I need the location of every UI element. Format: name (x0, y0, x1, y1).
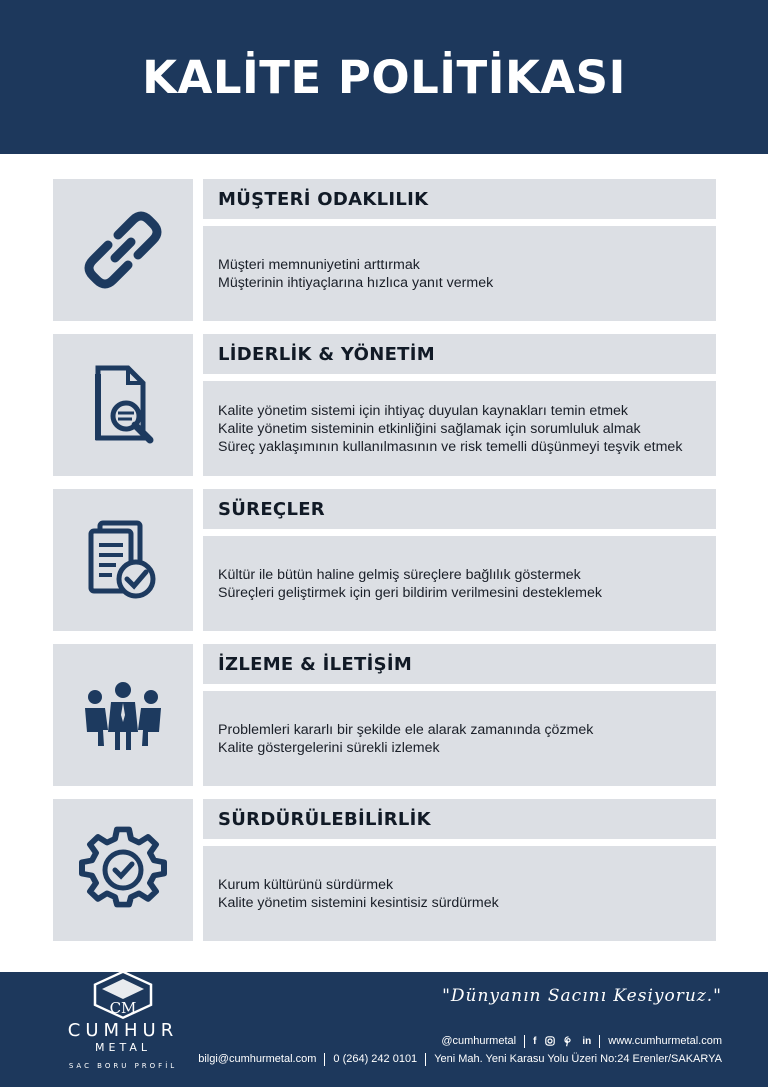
section-line: Müşteri memnuniyetini arttırmak (218, 256, 420, 273)
logo-tagline: SAC BORU PROFİL (68, 1062, 178, 1070)
section-title-bar (203, 644, 716, 684)
company-slogan: "Dünyanın Sacını Kesiyoruz." (442, 986, 722, 1006)
section-body (203, 226, 716, 321)
section-line: Süreç yaklaşımının kullanılmasının ve risk temelli düşünmeyi teşvik etmek (218, 438, 683, 455)
logo-name: CUMHUR (67, 1020, 179, 1041)
logo-monogram: CM (109, 999, 137, 1017)
address: Yeni Mah. Yeni Karasu Yolu Üzeri No:24 Erenler/SAKARYA (434, 1053, 722, 1065)
page-title: KALİTE POLİTİKASI (142, 50, 626, 104)
section-surdurulebilirlik (53, 799, 716, 941)
section-liderlik-yonetim (53, 334, 716, 476)
section-line: Kalite yönetim sistemini kesintisiz sürdürmek (218, 894, 499, 911)
contact-row-social (441, 1033, 722, 1049)
section-line: Kalite yönetim sistemi için ihtiyaç duyulan kaynakları temin etmek (218, 402, 629, 419)
section-icon-panel (53, 644, 193, 786)
document-search-icon (78, 360, 168, 450)
divider (524, 1035, 525, 1048)
section-line: Problemleri kararlı bir şekilde ele alarak zamanında çözmek (218, 721, 594, 738)
page-footer (0, 972, 768, 1087)
logo-emblem-icon (56, 969, 190, 1019)
social-handle[interactable]: @cumhurmetal (441, 1035, 517, 1047)
section-title-bar (203, 489, 716, 529)
facebook-icon[interactable]: f (533, 1035, 537, 1047)
divider (599, 1035, 600, 1048)
section-musteri-odaklilik (53, 179, 716, 321)
phone-number[interactable]: 0 (264) 242 0101 (333, 1053, 418, 1065)
email-link[interactable]: bilgi@cumhurmetal.com (198, 1053, 317, 1065)
section-icon-panel (53, 179, 193, 321)
section-title: İZLEME & İLETİŞİM (218, 653, 413, 675)
link-chain-icon (78, 205, 168, 295)
pinterest-icon[interactable] (564, 1036, 573, 1047)
section-icon-panel (53, 489, 193, 631)
section-title-bar (203, 179, 716, 219)
section-body (203, 846, 716, 941)
section-izleme-iletisim (53, 644, 716, 786)
section-line: Kültür ile bütün haline gelmiş süreçlere bağlılık göstermek (218, 566, 581, 583)
section-surecler (53, 489, 716, 631)
page-header (0, 0, 768, 154)
meeting-people-icon (78, 670, 168, 760)
section-line: Müşterinin ihtiyaçlarına hızlıca yanıt vermek (218, 274, 494, 291)
section-body (203, 536, 716, 631)
linkedin-icon[interactable]: in (582, 1035, 592, 1047)
section-title: SÜRDÜRÜLEBİLİRLİK (218, 808, 431, 830)
section-body (203, 691, 716, 786)
divider (425, 1053, 426, 1066)
divider (324, 1053, 325, 1066)
section-line: Kalite yönetim sisteminin etkinliğini sağlamak için sorumluluk almak (218, 420, 641, 437)
section-icon-panel (53, 334, 193, 476)
company-logo (56, 972, 196, 1087)
website-link[interactable]: www.cumhurmetal.com (608, 1035, 722, 1047)
section-title-bar (203, 799, 716, 839)
gear-checkmark-icon (78, 825, 168, 915)
logo-sub: METAL (95, 1041, 151, 1054)
document-checkmark-icon (78, 515, 168, 605)
social-icons (533, 1036, 591, 1047)
section-line: Kalite göstergelerini sürekli izlemek (218, 739, 440, 756)
section-line: Kurum kültürünü sürdürmek (218, 876, 394, 893)
section-title: SÜREÇLER (218, 498, 325, 520)
section-title: LİDERLİK & YÖNETİM (218, 343, 435, 365)
instagram-icon[interactable] (545, 1036, 555, 1046)
contact-row-info (198, 1051, 722, 1067)
section-line: Süreçleri geliştirmek için geri bildirim verilmesini desteklemek (218, 584, 602, 601)
section-icon-panel (53, 799, 193, 941)
section-body (203, 381, 716, 476)
section-title: MÜŞTERİ ODAKLILIK (218, 188, 429, 210)
section-title-bar (203, 334, 716, 374)
